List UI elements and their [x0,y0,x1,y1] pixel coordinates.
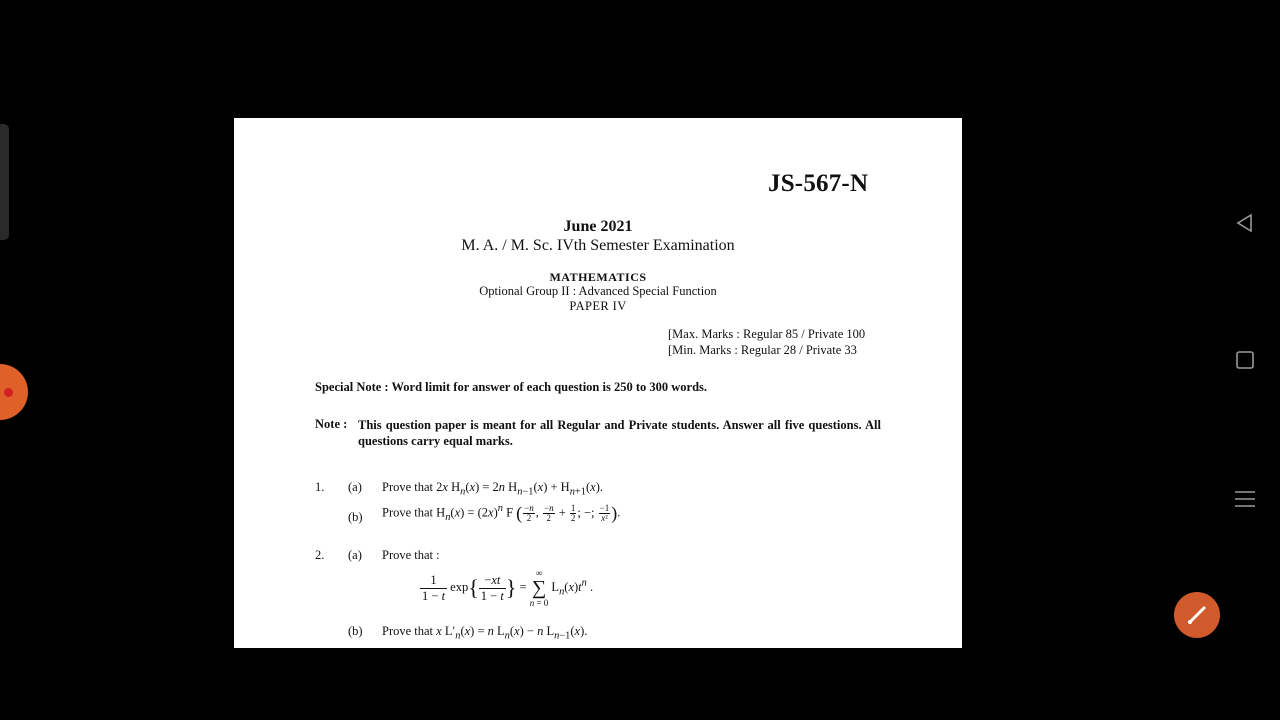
min-marks: [Min. Marks : Regular 28 / Private 33 [668,343,857,357]
menu-lines-icon[interactable] [1232,486,1258,512]
special-note: Special Note : Word limit for answer of each question is 250 to 300 words. [315,380,708,394]
note-text: This question paper is meant for all Regular and Private students. Answer all five questions. All questions carry equal marks. [358,418,881,448]
exam-date: June 2021 [563,218,633,235]
exam-title: M. A. / M. Sc. IVth Semester Examination [461,237,735,254]
question-number: 1. [315,480,325,494]
back-triangle-icon[interactable] [1232,210,1258,236]
group-title: Optional Group II : Advanced Special Function [479,284,717,298]
subject-title: MATHEMATICS [549,270,647,284]
home-square-icon[interactable] [1232,347,1258,373]
side-panel-handle[interactable] [0,124,9,240]
question-2b: Prove that x $L'_n(x) = n$ $L_n(x) - n$ $L_{n-1}(x)$. [382,624,588,642]
question-number: 2. [315,548,325,562]
record-icon[interactable] [0,364,28,420]
paper-code: JS-567-N [768,170,869,197]
max-marks: [Max. Marks : Regular 85 / Private 100 [668,327,866,341]
part-label: (b) [348,510,363,524]
part-label: (a) [348,480,362,494]
note-label: Note : [315,417,348,431]
question-1a: Prove that 2x $H_n(x) = 2n$ $H_{n-1}(x) + H_{n+1}(x)$. [382,480,604,498]
part-label: (b) [348,624,363,638]
question-2a-formula: $\frac{1}{1 - t}$ exp{ $\frac{-xt}{1 - t}$ } = ∞ ∑ n = 0 $L_n(x)t^n$ . [422,568,594,608]
question-1b: Prove that $H_n(x) = (2x)^n$ F ( $\frac{-n}{2}$ , $\frac{-n}{2}$ + $\frac{1}{2}$ ; −; $\frac{-1}{\text{x²}}$ ). [382,503,621,523]
general-note [315,417,881,449]
document-page [234,118,962,648]
pen-icon[interactable] [1174,592,1220,638]
paper-number: PAPER IV [569,299,627,313]
part-label: (a) [348,548,362,562]
question-2a-intro: Prove that : [382,548,440,562]
